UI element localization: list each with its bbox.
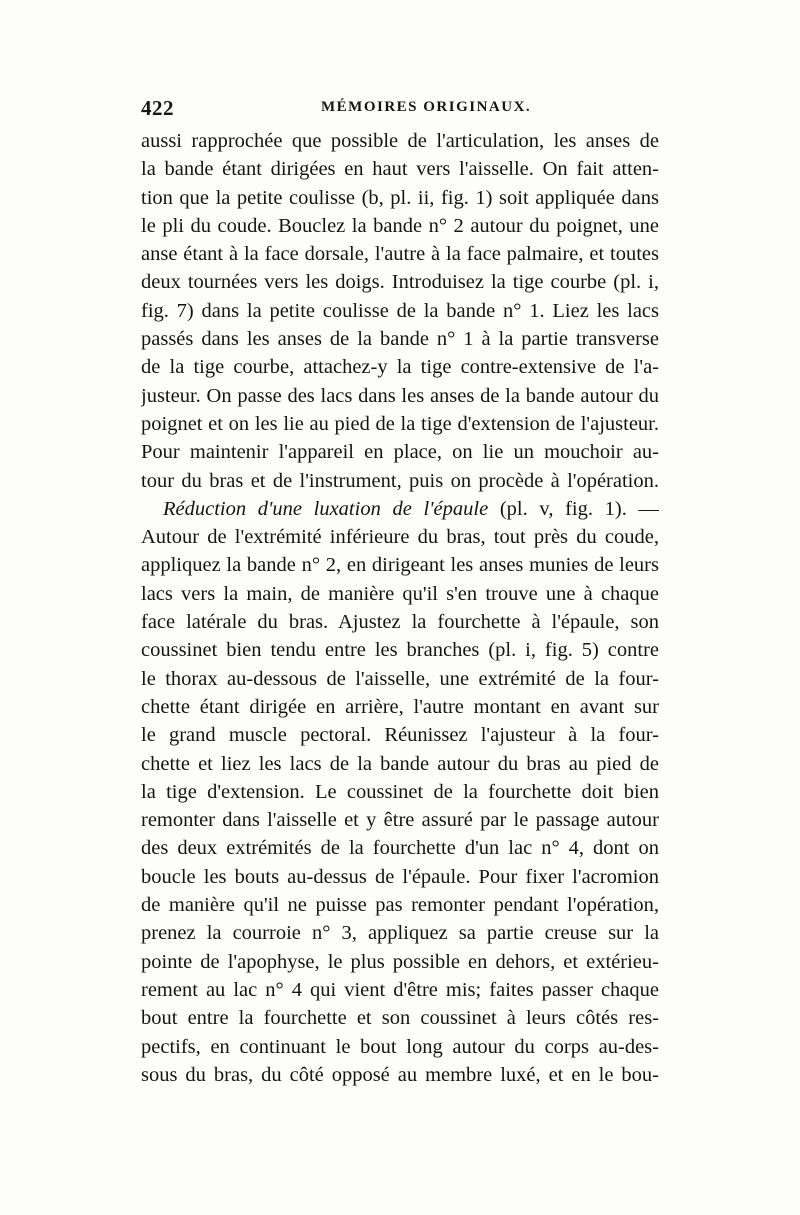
text-line: deux tournées vers les doigs. Introduisez la tige courbe (pl. i, (141, 271, 659, 294)
text-line: la bande étant dirigées en haut vers l'aisselle. On fait atten- (141, 158, 659, 181)
text-line: lacs vers la main, de manière qu'il s'en trouve une à chaque (141, 582, 659, 605)
body-text (141, 127, 659, 1089)
text-line: justeur. On passe des lacs dans les anses de la bande autour du (141, 384, 659, 407)
text-line: prenez la courroie n° 3, appliquez sa partie creuse sur la (141, 922, 659, 945)
text-line: sous du bras, du côté opposé au membre luxé, et en le bou- (141, 1063, 659, 1086)
text-line: tion que la petite coulisse (b, pl. ii, fig. 1) soit appliquée dans (141, 186, 659, 209)
page-header (141, 96, 659, 126)
text-line: aussi rapprochée que possible de l'articulation, les anses de (141, 130, 659, 152)
text-line: des deux extrémités de la fourchette d'un lac n° 4, dont on (141, 837, 659, 860)
text-line: Autour de l'extrémité inférieure du bras, tout près du coude, (141, 526, 659, 549)
text-line: le pli du coude. Bouclez la bande n° 2 autour du poignet, une (141, 214, 659, 237)
text-line: anse étant à la face dorsale, l'autre à la face palmaire, et toutes (141, 243, 659, 266)
text-line: tour du bras et de l'instrument, puis on procède à l'opération. (141, 469, 659, 492)
paragraph-2 (141, 495, 659, 1089)
text-line: pointe de l'apophyse, le plus possible en dehors, et extérieu- (141, 950, 659, 973)
text-line: poignet et on les lie au pied de la tige d'extension de l'ajusteur. (141, 412, 659, 435)
text-line: fig. 7) dans la petite coulisse de la bande n° 1. Liez les lacs (141, 299, 659, 322)
text-line: la tige d'extension. Le coussinet de la fourchette doit bien (141, 780, 659, 803)
text-line: chette et liez les lacs de la bande autour du bras au pied de (141, 752, 659, 775)
section-heading-line (141, 495, 659, 523)
text-line: de la tige courbe, attachez-y la tige contre-extensive de l'a- (141, 356, 659, 379)
text-line: le thorax au-dessous de l'aisselle, une extrémité de la four- (141, 667, 659, 690)
running-title: MÉMOIRES ORIGINAUX. (321, 99, 532, 115)
text-line: face latérale du bras. Ajustez la fourchette à l'épaule, son (141, 611, 659, 634)
paragraph-1 (141, 127, 659, 495)
section-heading: Réduction d'une luxation de l'épaule (163, 497, 489, 520)
text-line: boucle les bouts au-dessus de l'épaule. Pour fixer l'acromion (141, 865, 659, 888)
text-line: appliquez la bande n° 2, en dirigeant les anses munies de leurs (141, 554, 659, 577)
section-heading-reference: (pl. v, fig. 1). — (488, 497, 659, 520)
text-line: rement au lac n° 4 qui vient d'être mis; faites passer chaque (141, 978, 659, 1001)
text-line: bout entre la fourchette et son coussinet à leurs côtés res- (141, 1007, 659, 1030)
text-line: remonter dans l'aisselle et y être assuré par le passage autour (141, 809, 659, 832)
text-line: coussinet bien tendu entre les branches (pl. i, fig. 5) contre (141, 639, 659, 662)
text-line: pectifs, en continuant le bout long autour du corps au-des- (141, 1035, 659, 1058)
text-line: Pour maintenir l'appareil en place, on lie un mouchoir au- (141, 441, 659, 464)
text-line: passés dans les anses de la bande n° 1 à la partie transverse (141, 328, 659, 351)
text-line: de manière qu'il ne puisse pas remonter pendant l'opération, (141, 894, 659, 917)
page-number: 422 (141, 96, 174, 120)
text-line: chette étant dirigée en arrière, l'autre montant en avant sur (141, 695, 659, 718)
text-line: le grand muscle pectoral. Réunissez l'ajusteur à la four- (141, 724, 659, 747)
